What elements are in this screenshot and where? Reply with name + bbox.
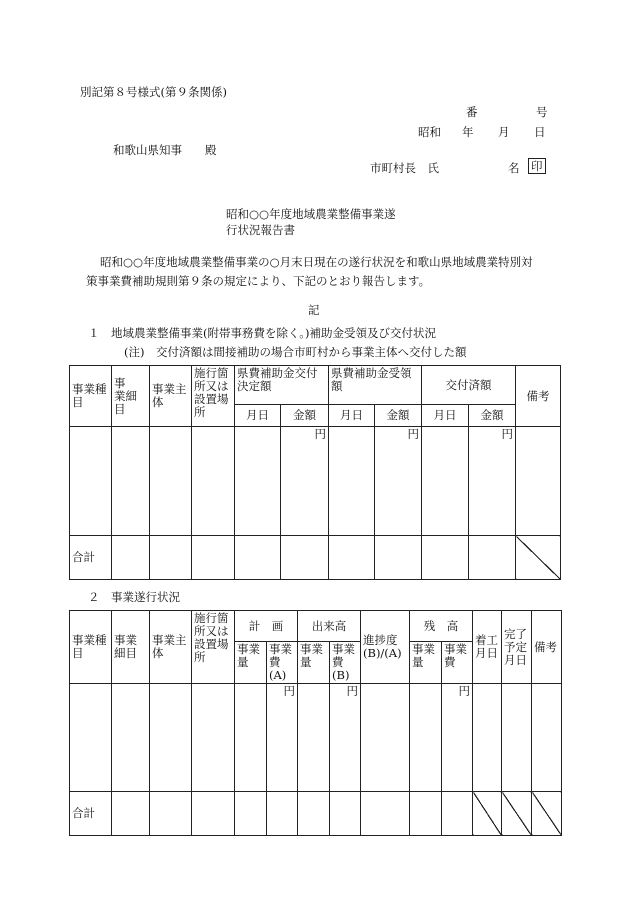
diagonal-cell [532, 792, 562, 836]
cell[interactable] [516, 427, 561, 536]
cell[interactable] [422, 427, 469, 536]
header-zandaka: 残 高 [410, 611, 473, 642]
header-jigyohi-b: 事業費(B) [330, 642, 361, 684]
total-label: 合計 [70, 792, 112, 836]
cell[interactable] [235, 536, 281, 580]
yen-unit: 円 [469, 427, 516, 536]
header-jigyo-shu: 事業種目 [70, 366, 112, 427]
header-gappi: 月日 [329, 405, 375, 427]
seal-mark: 印 [528, 158, 546, 174]
section1-note: (注) 交付済額は間接補助の場合市町村から事業主体へ交付した額 [124, 345, 467, 359]
era-label: 昭和 [418, 125, 441, 139]
yen-unit: 円 [375, 427, 422, 536]
cell[interactable] [150, 792, 192, 836]
document-title-line2: 行状況報告書 [226, 223, 295, 237]
cell[interactable] [70, 427, 112, 536]
table-row [70, 427, 561, 536]
cell[interactable] [422, 536, 469, 580]
cell[interactable] [298, 684, 330, 792]
header-shinchoku: 進捗度(B)/(A) [361, 611, 410, 684]
header-kingaku: 金額 [469, 405, 516, 427]
cell[interactable] [410, 684, 442, 792]
section2-heading: ２ 事業遂行状況 [88, 590, 180, 604]
header-jigyo-saimoku: 事業細目 [112, 611, 150, 684]
header-jigyo-shutai: 事業主体 [150, 366, 192, 427]
header-koufu: 交付済額 [422, 366, 516, 405]
header-jigyoryo: 事業量 [410, 642, 442, 684]
cell[interactable] [410, 792, 442, 836]
cell[interactable] [192, 536, 235, 580]
header-chakko: 着工月日 [473, 611, 502, 684]
cell[interactable] [361, 792, 410, 836]
header-jigyo-shu: 事業種目 [70, 611, 112, 684]
document-title: 昭和○○年度地域農業整備事業遂 [226, 207, 396, 221]
cell[interactable] [361, 684, 410, 792]
header-gappi: 月日 [235, 405, 281, 427]
cell[interactable] [469, 536, 516, 580]
header-sekou: 施行箇所又は設置場所 [192, 366, 235, 427]
diagonal-cell [473, 792, 502, 836]
cell[interactable] [502, 684, 532, 792]
cell[interactable] [267, 792, 298, 836]
yen-unit: 円 [281, 427, 329, 536]
cell[interactable] [192, 427, 235, 536]
cell[interactable] [112, 792, 150, 836]
form-number: 別記第８号様式(第９条関係) [80, 85, 227, 99]
subsidy-status-table [69, 365, 561, 580]
cell[interactable] [192, 684, 235, 792]
number-label: 番 [466, 105, 478, 119]
cell[interactable] [329, 536, 375, 580]
header-juryou: 県費補助金受領額 [329, 366, 422, 405]
name-label: 名 [508, 161, 520, 175]
total-label: 合計 [70, 536, 112, 580]
cell[interactable] [532, 684, 562, 792]
cell[interactable] [235, 792, 267, 836]
header-sekou: 施行箇所又は設置場所 [192, 611, 235, 684]
header-dekidaka: 出来高 [298, 611, 361, 642]
cell[interactable] [192, 792, 235, 836]
section1-heading: １ 地域農業整備事業(附帯事務費を除く。)補助金受領及び交付状況 [88, 326, 436, 340]
total-row [70, 536, 561, 580]
cell[interactable] [150, 684, 192, 792]
mayor-label: 市町村長 氏 [370, 161, 439, 175]
header-jigyohi-a: 事業費(A) [267, 642, 298, 684]
header-kanryo: 完了予定月日 [502, 611, 532, 684]
body-text: 昭和○○年度地域農業整備事業の○月末日現在の遂行状況を和歌山県地域農業特別対 [100, 255, 533, 269]
cell[interactable] [150, 427, 192, 536]
cell[interactable] [150, 536, 192, 580]
cell[interactable] [375, 536, 422, 580]
header-bikou: 備考 [532, 611, 562, 684]
header-jigyo-saimoku: 事 業細目 [112, 366, 150, 427]
ki-heading: 記 [308, 303, 320, 317]
cell[interactable] [235, 684, 267, 792]
number-suffix: 号 [536, 105, 548, 119]
diagonal-cell [502, 792, 532, 836]
header-kingaku: 金額 [375, 405, 422, 427]
header-gappi: 月日 [422, 405, 469, 427]
day-label: 日 [534, 125, 546, 139]
table-row [70, 684, 562, 792]
yen-unit: 円 [442, 684, 473, 792]
month-label: 月 [498, 125, 510, 139]
yen-unit: 円 [267, 684, 298, 792]
header-jigyohi: 事業費 [442, 642, 473, 684]
body-text-line2: 策事業費補助規則第９条の規定により、下記のとおり報告します。 [86, 274, 431, 288]
year-label: 年 [462, 125, 474, 139]
yen-unit: 円 [330, 684, 361, 792]
header-jigyoryo: 事業量 [235, 642, 267, 684]
total-row [70, 792, 562, 836]
cell[interactable] [473, 684, 502, 792]
header-kettei: 県費補助金交付決定額 [235, 366, 329, 405]
header-jigyoryo: 事業量 [298, 642, 330, 684]
header-keikaku: 計 画 [235, 611, 298, 642]
cell[interactable] [329, 427, 375, 536]
cell[interactable] [330, 792, 361, 836]
header-bikou: 備考 [516, 366, 561, 427]
cell[interactable] [298, 792, 330, 836]
cell[interactable] [112, 427, 150, 536]
cell[interactable] [442, 792, 473, 836]
cell[interactable] [112, 536, 150, 580]
header-jigyo-shutai: 事業主体 [150, 611, 192, 684]
cell[interactable] [235, 427, 281, 536]
addressee: 和歌山県知事 殿 [113, 143, 217, 157]
header-kingaku: 金額 [281, 405, 329, 427]
diagonal-cell [516, 536, 561, 580]
progress-status-table [69, 610, 562, 836]
cell[interactable] [70, 684, 112, 792]
cell[interactable] [281, 536, 329, 580]
cell[interactable] [112, 684, 150, 792]
